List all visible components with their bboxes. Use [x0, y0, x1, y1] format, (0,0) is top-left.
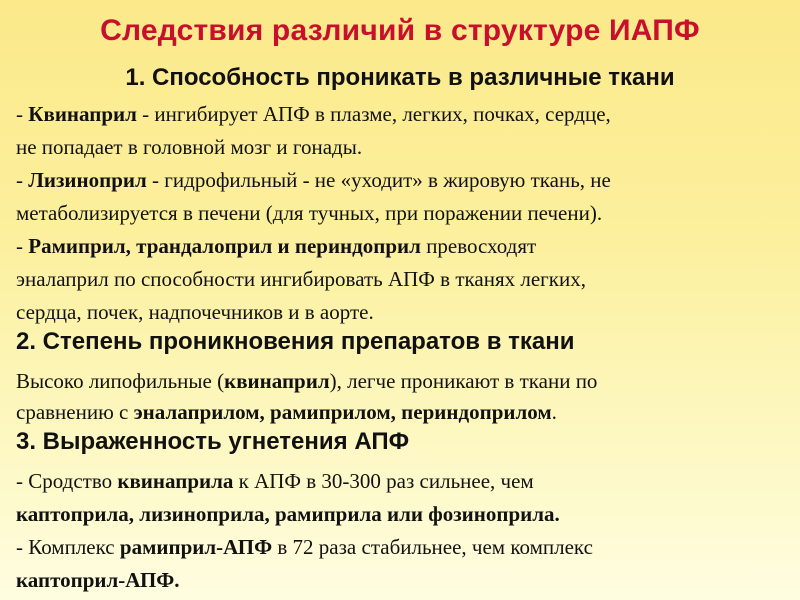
section-3-item-2-line-1	[16, 533, 593, 561]
drug-name: Лизиноприл	[28, 168, 147, 192]
section-3-item-2-line-2	[16, 566, 180, 594]
text: Высоко липофильные (	[16, 369, 225, 393]
bullet-dash: -	[16, 168, 29, 192]
bullet-dash: -	[16, 234, 29, 258]
text: к АПФ в 30-300 раз сильнее, чем	[233, 469, 534, 493]
section-1-item-1-line-1	[16, 100, 611, 128]
text: ), легче проникают в ткани по	[329, 369, 598, 393]
section-1-item-3-line-3: сердца, почек, надпочечников и в аорте.	[16, 300, 374, 324]
text: - Комплекс	[16, 535, 120, 559]
item-text: - гидрофильный - не «уходит» в жировую ткань, не	[146, 168, 611, 192]
item-text: - ингибирует АПФ в плазме, легких, почках, сердце,	[136, 102, 611, 126]
section-3-heading: 3. Выраженность угнетения АПФ	[16, 428, 410, 455]
section-1-item-1-line-2: не попадает в головной мозг и гонады.	[16, 135, 363, 159]
bullet-dash: -	[16, 102, 29, 126]
complex-name: каптоприл-АПФ.	[16, 568, 180, 592]
slide-title: Следствия различий в структуре ИАПФ	[100, 14, 700, 47]
text: сравнению с	[16, 400, 134, 424]
section-1-item-3-line-2: эналаприл по способности ингибировать АПФ в тканях легких,	[16, 267, 586, 291]
drug-names: эналаприлом, рамиприлом, периндоприлом	[133, 400, 552, 424]
section-2-line-1	[16, 367, 597, 395]
section-1-heading: 1. Способность проникать в различные ткани	[125, 64, 675, 91]
drug-names: Рамиприл, трандалоприл и периндоприл	[28, 234, 421, 258]
text: .	[551, 400, 557, 424]
drug-name: квинаприл	[224, 369, 330, 393]
section-1-item-2-line-1	[16, 166, 611, 194]
section-2-heading: 2. Степень проникновения препаратов в ткани	[16, 328, 575, 355]
section-1-item-2-line-2: метаболизируется в печени (для тучных, при поражении печени).	[16, 201, 603, 225]
section-3-item-1-line-2	[16, 500, 560, 528]
item-text: превосходят	[420, 234, 537, 258]
drug-name: Квинаприл	[28, 102, 137, 126]
complex-name: рамиприл-АПФ	[119, 535, 273, 559]
drug-names: каптоприла, лизиноприла, рамиприла или фозиноприла.	[16, 502, 560, 526]
text: в 72 раза стабильнее, чем комплекс	[272, 535, 593, 559]
section-3-item-1-line-1	[16, 467, 534, 495]
drug-name: квинаприла	[117, 469, 234, 493]
section-1-item-3-line-1	[16, 232, 536, 260]
section-2-line-2	[16, 398, 557, 426]
text: - Сродство	[16, 469, 118, 493]
